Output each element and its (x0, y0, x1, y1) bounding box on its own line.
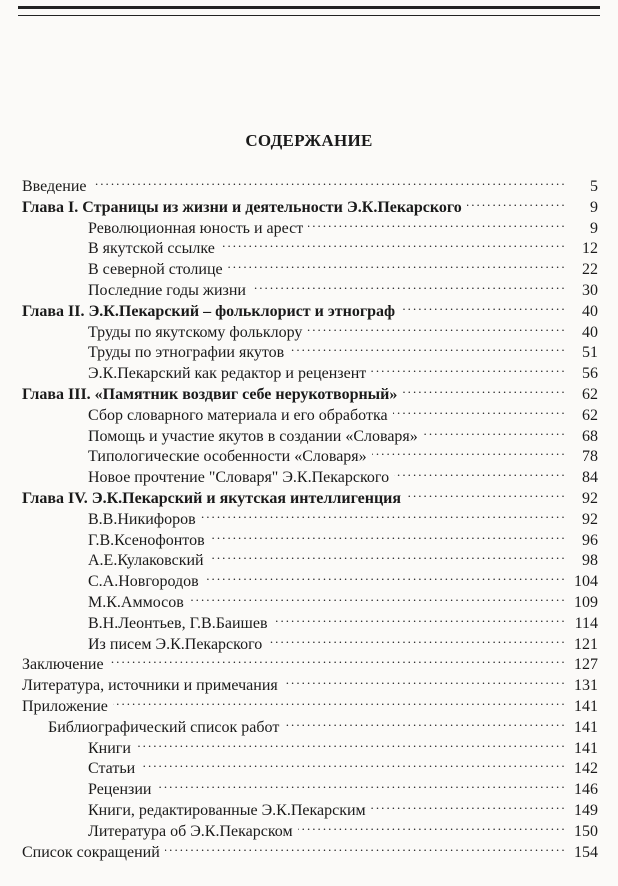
toc-entry-page: 146 (574, 781, 598, 799)
toc-entry-page: 142 (574, 760, 598, 778)
toc-entry-page: 154 (574, 843, 598, 861)
toc-entry-page: 40 (582, 302, 598, 320)
toc-entry-label: Приложение (22, 698, 108, 715)
top-rule (18, 6, 600, 16)
dot-leader (228, 253, 564, 274)
dot-leader (371, 357, 564, 378)
toc-entry (22, 669, 598, 695)
toc-entry-page: 40 (582, 323, 598, 341)
toc-entry (88, 607, 598, 632)
toc-entry (88, 544, 598, 570)
toc-entry (88, 773, 598, 799)
toc-entry-label: А.Е.Кулаковский (88, 552, 204, 570)
toc-entry-page: 62 (582, 406, 598, 424)
toc-entry-label: Из писем Э.К.Пекарского (88, 635, 263, 653)
toc-entry-label: Помощь и участие якутов в создании «Словаря» (88, 427, 418, 445)
toc-entry (22, 648, 598, 674)
toc-entry-label: В якутской ссылке (88, 240, 215, 258)
dot-leader (165, 836, 564, 857)
toc-entry-label: Глава III. «Памятник воздвиг себе нерукотворный» (22, 386, 398, 403)
toc-entry (88, 524, 598, 549)
dot-leader (210, 524, 564, 545)
toc-entry (88, 565, 598, 591)
toc-entry-page: 121 (574, 635, 598, 653)
toc-entry (88, 399, 598, 424)
page-title: СОДЕРЖАНИЕ (245, 131, 373, 150)
toc-entry-page: 96 (582, 531, 598, 549)
toc-entry-page: 56 (582, 365, 598, 383)
toc-entry (88, 586, 598, 611)
dot-leader (136, 732, 564, 753)
toc-entry (48, 711, 598, 736)
dot-leader (406, 482, 564, 503)
toc-entry-label: Глава IV. Э.К.Пекарский и якутская интеллигенция (22, 490, 402, 507)
toc-entry-label: Статьи (88, 760, 136, 778)
toc-entry (88, 232, 598, 258)
dot-leader (394, 461, 564, 482)
toc-entry (88, 357, 598, 383)
toc-entry-page: 127 (574, 656, 598, 674)
dot-leader (423, 420, 564, 441)
toc-entry (88, 440, 598, 466)
toc-entry-page: 78 (582, 448, 598, 466)
dot-leader (113, 690, 564, 711)
toc-entry (22, 295, 598, 320)
toc-entry-label: Э.К.Пекарский как редактор и рецензент (88, 365, 367, 383)
dot-leader (372, 440, 564, 461)
toc-entry (88, 628, 598, 653)
toc-entry (88, 212, 598, 237)
dot-leader (289, 336, 564, 357)
dot-leader (402, 378, 564, 399)
toc-entry-label: Глава I. Страницы из жизни и деятельности Э.К.Пекарского (22, 198, 462, 216)
toc-entry-page: 149 (574, 802, 598, 819)
toc-entry (22, 482, 598, 507)
toc-entry-label: М.К.Аммосов (88, 594, 184, 611)
dot-leader (201, 503, 564, 524)
toc-entry-page: 51 (582, 344, 598, 362)
toc-entry (88, 503, 598, 528)
dot-leader (209, 544, 564, 565)
toc-entry-label: В северной столице (88, 261, 223, 279)
toc-entry-page: 9 (590, 219, 598, 237)
toc-entry (88, 752, 598, 778)
dot-leader (393, 399, 564, 420)
toc-entry-label: Список сокращений (22, 843, 160, 861)
toc-entry (88, 794, 598, 819)
toc-entry (88, 253, 598, 279)
dot-leader (220, 232, 564, 253)
toc-entry-label: Литература, источники и примечания (22, 677, 278, 695)
toc-entry-page: 98 (582, 552, 598, 570)
toc-entry-label: Революционная юность и арест (88, 219, 304, 237)
toc-entry-page: 131 (574, 677, 598, 695)
toc-entry-page: 104 (574, 573, 598, 591)
toc-entry-label: Глава II. Э.К.Пекарский – фольклорист и этнограф (22, 302, 396, 320)
dot-leader (400, 295, 564, 316)
toc-entry-page: 114 (574, 614, 598, 632)
toc-entry-page: 12 (582, 240, 598, 258)
toc-entry-page: 141 (574, 718, 598, 736)
toc-entry-label: Библиографический список работ (48, 718, 280, 736)
toc-entry-label: Г.В.Ксенофонтов (88, 531, 205, 549)
dot-leader (371, 794, 564, 815)
toc-entry-label: Заключение (22, 656, 104, 674)
toc-entry-page: 92 (582, 490, 598, 507)
toc-entry (88, 274, 598, 299)
toc-entry (88, 461, 598, 487)
dot-leader (251, 274, 564, 295)
toc-entry-label: Книги, редактированные Э.К.Пекарским (88, 802, 366, 819)
toc-entry-page: 92 (582, 510, 598, 528)
toc-entry-label: Типологические особенности «Словаря» (88, 448, 367, 466)
dot-leader (92, 170, 565, 191)
dot-leader (156, 773, 564, 794)
toc-entry (22, 170, 598, 195)
toc-entry-page: 150 (574, 822, 598, 840)
toc-entry (22, 836, 598, 861)
toc-entry (88, 316, 598, 341)
dot-leader (267, 628, 564, 649)
toc-entry (22, 378, 598, 403)
dot-leader (467, 191, 564, 212)
dot-leader (140, 752, 564, 773)
toc-entry-page: 22 (582, 261, 598, 279)
toc-entry-page: 109 (574, 594, 598, 611)
toc-entry (88, 815, 598, 840)
toc-entry-label: В.Н.Леонтьев, Г.В.Баишев (88, 614, 268, 632)
dot-leader (109, 648, 564, 669)
toc-entry-label: Сбор словарного материала и его обработка (88, 406, 388, 424)
toc-entry (88, 732, 598, 757)
toc-entry-page: 9 (590, 198, 598, 216)
toc-entry-page: 5 (590, 178, 598, 195)
toc-entry-page: 141 (574, 739, 598, 757)
toc-entry-label: Новое прочтение "Словаря" Э.К.Пекарского (88, 469, 390, 487)
toc-entry-label: Рецензии (88, 781, 152, 799)
dot-leader (204, 565, 564, 586)
dot-leader (283, 669, 564, 690)
toc-entry-label: Введение (22, 178, 87, 195)
toc-entry-page: 62 (582, 386, 598, 403)
dot-leader (307, 316, 564, 337)
dot-leader (273, 607, 564, 628)
toc-entry-label: Литература об Э.К.Пекарском (88, 822, 293, 840)
toc-entry-label: Книги (88, 739, 131, 757)
toc-entry (88, 336, 598, 362)
toc-entry (22, 690, 598, 715)
toc-entry (88, 420, 598, 445)
toc-entry-page: 68 (582, 427, 598, 445)
dot-leader (298, 815, 564, 836)
toc-entry-page: 141 (574, 698, 598, 715)
toc-entry-label: В.В.Никифоров (88, 510, 196, 528)
toc-entry-page: 30 (582, 282, 598, 299)
dot-leader (284, 711, 564, 732)
toc-entry-label: Труды по этнографии якутов (88, 344, 285, 362)
toc-entry-label: С.А.Новгородов (88, 573, 199, 591)
toc-entry-label: Последние годы жизни (88, 282, 246, 299)
dot-leader (189, 586, 564, 607)
toc-entry (22, 191, 598, 216)
toc-entry-label: Труды по якутскому фольклору (88, 323, 303, 341)
toc-entry-page: 84 (582, 469, 598, 487)
dot-leader (308, 212, 564, 233)
